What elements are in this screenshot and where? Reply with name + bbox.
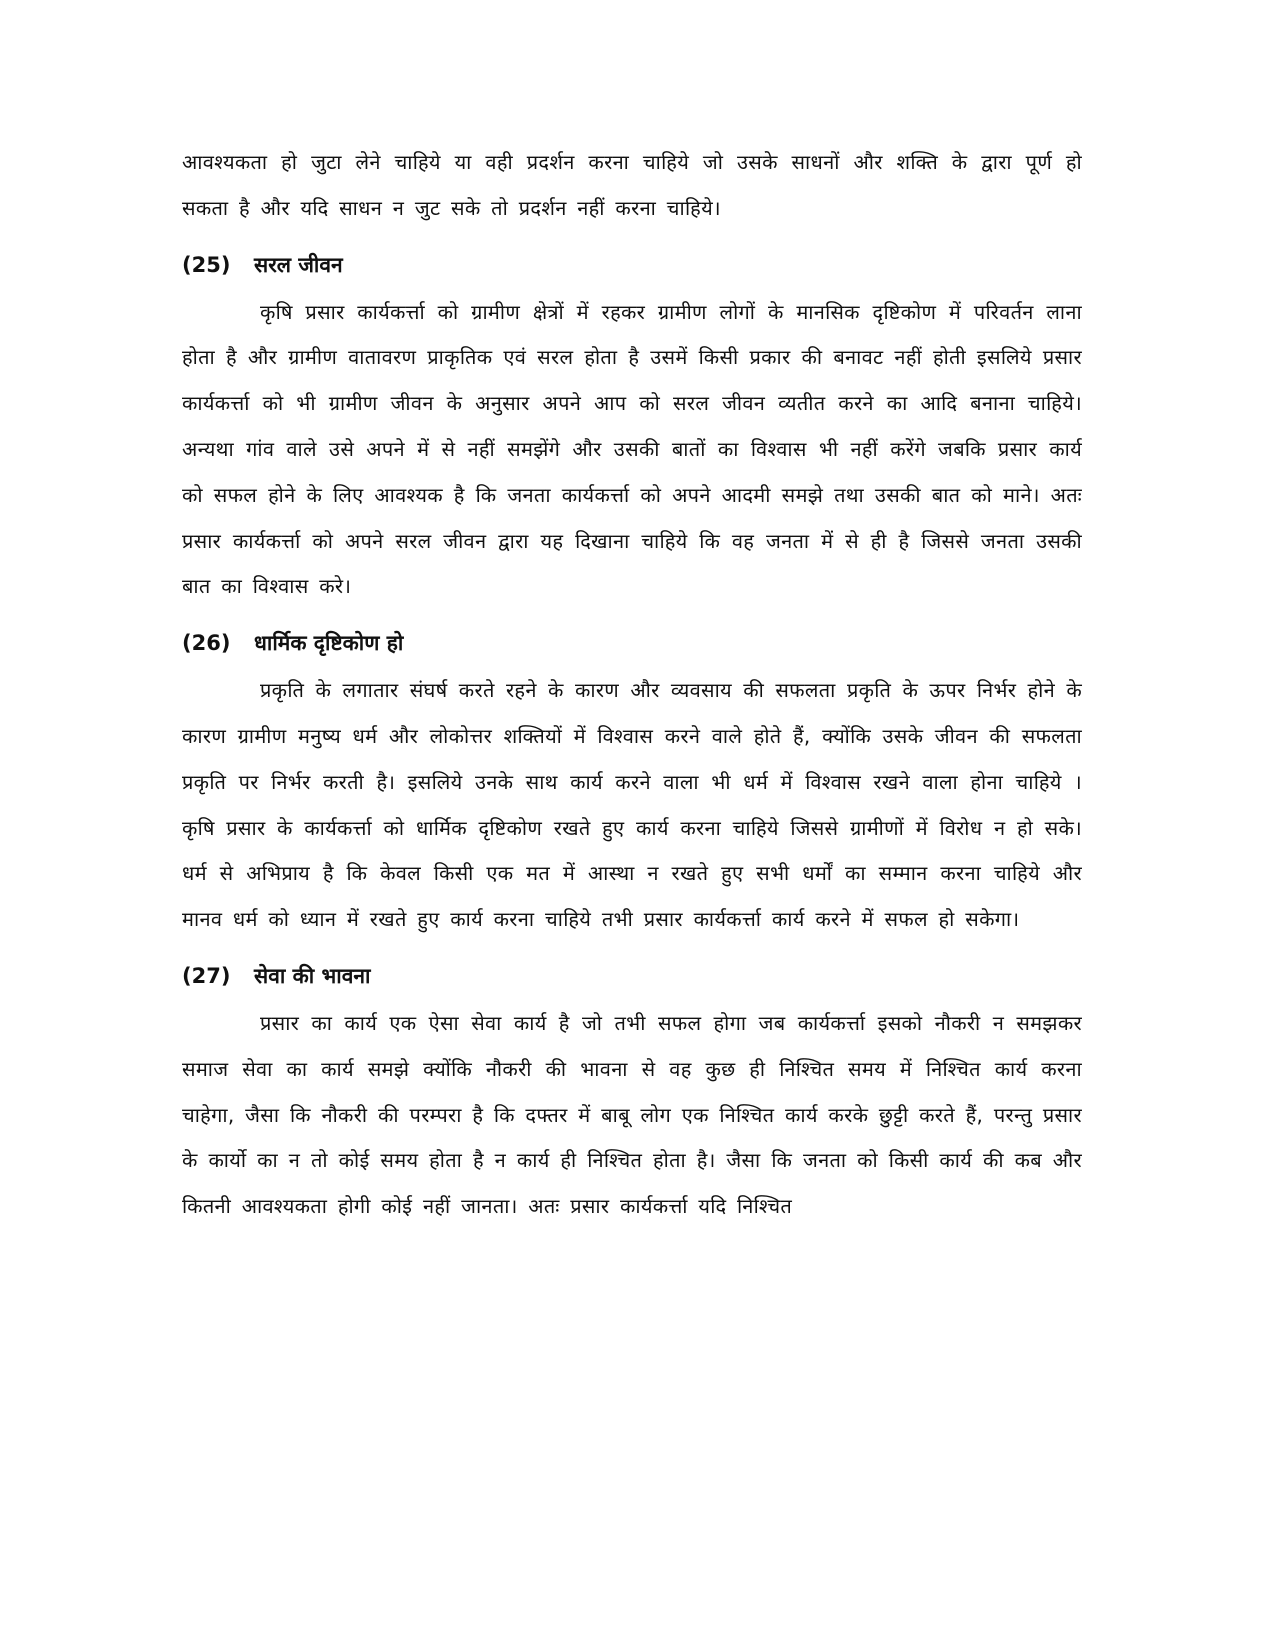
document-page xyxy=(182,140,1082,1230)
section-number: (25) xyxy=(182,252,231,277)
section-paragraph-25: कृषि प्रसार कार्यकर्त्ता को ग्रामीण क्षेत्रों में रहकर ग्रामीण लोगों के मानसिक दृष्टिकोण में परिवर्तन लाना होता है और ग्रामीण वातावरण प्राकृतिक एवं सरल होता है उसमें किसी प्रकार की बनावट नहीं होती इसलिये प्रसार कार्यकर्त्ता को भी ग्रामीण जीवन के अनुसार अपने आप को सरल जीवन व्यतीत करने का आदि बनाना चाहिये। अन्यथा गांव वाले उसे अपने में से नहीं समझेंगे और उसकी बातों का विश्वास भी नहीं करेंगे जबकि प्रसार कार्य को सफल होने के लिए आवश्यक है कि जनता कार्यकर्त्ता को अपने आदमी समझे तथा उसकी बात को माने। अतः प्रसार कार्यकर्त्ता को अपने सरल जीवन द्वारा यह दिखाना चाहिये कि वह जनता में से ही है जिससे जनता उसकी बात का विश्वास करे। xyxy=(182,299,1082,599)
section-heading-27 xyxy=(182,943,1082,1001)
section-title: धार्मिक दृष्टिकोण हो xyxy=(254,631,404,656)
section-number: (27) xyxy=(182,963,231,988)
section-heading-26 xyxy=(182,610,1082,668)
section-paragraph-26: प्रकृति के लगातार संघर्ष करते रहने के कारण और व्यवसाय की सफलता प्रकृति के ऊपर निर्भर होने के कारण ग्रामीण मनुष्य धर्म और लोकोत्तर शक्तियों में विश्वास करने वाले होते हैं, क्योंकि उसके जीवन की सफलता प्रकृति पर निर्भर करती है। इसलिये उनके साथ कार्य करने वाला भी धर्म में विश्वास रखने वाला होना चाहिये । कृषि प्रसार के कार्यकर्त्ता को धार्मिक दृष्टिकोण रखते हुए कार्य करना चाहिये जिससे ग्रामीणों में विरोध न हो सके। धर्म से अभिप्राय है कि केवल किसी एक मत में आस्था न रखते हुए सभी धर्मों का सम्मान करना चाहिये और मानव धर्म को ध्यान में रखते हुए कार्य करना चाहिये तभी प्रसार कार्यकर्त्ता कार्य करने में सफल हो सकेगा। xyxy=(182,678,1082,932)
section-title: सरल जीवन xyxy=(254,252,343,277)
section-title: सेवा की भावना xyxy=(254,963,371,988)
section-heading-25 xyxy=(182,232,1082,290)
intro-paragraph: आवश्यकता हो जुटा लेने चाहिये या वही प्रदर्शन करना चाहिये जो उसके साधनों और शक्ति के द्वारा पूर्ण हो सकता है और यदि साधन न जुट सके तो प्रदर्शन नहीं करना चाहिये। xyxy=(182,150,1082,220)
section-paragraph-27: प्रसार का कार्य एक ऐसा सेवा कार्य है जो तभी सफल होगा जब कार्यकर्त्ता इसको नौकरी न समझकर समाज सेवा का कार्य समझे क्योंकि नौकरी की भावना से वह कुछ ही निश्चित समय में निश्चित कार्य करना चाहेगा, जैसा कि नौकरी की परम्परा है कि दफ्तर में बाबू लोग एक निश्चित कार्य करके छुट्टी करते हैं, परन्तु प्रसार के कार्यो का न तो कोई समय होता है न कार्य ही निश्चित होता है। जैसा कि जनता को किसी कार्य की कब और कितनी आवश्यकता होगी कोई नहीं जानता। अतः प्रसार कार्यकर्त्ता यदि निश्चित xyxy=(182,1010,1082,1219)
section-number: (26) xyxy=(182,631,231,656)
